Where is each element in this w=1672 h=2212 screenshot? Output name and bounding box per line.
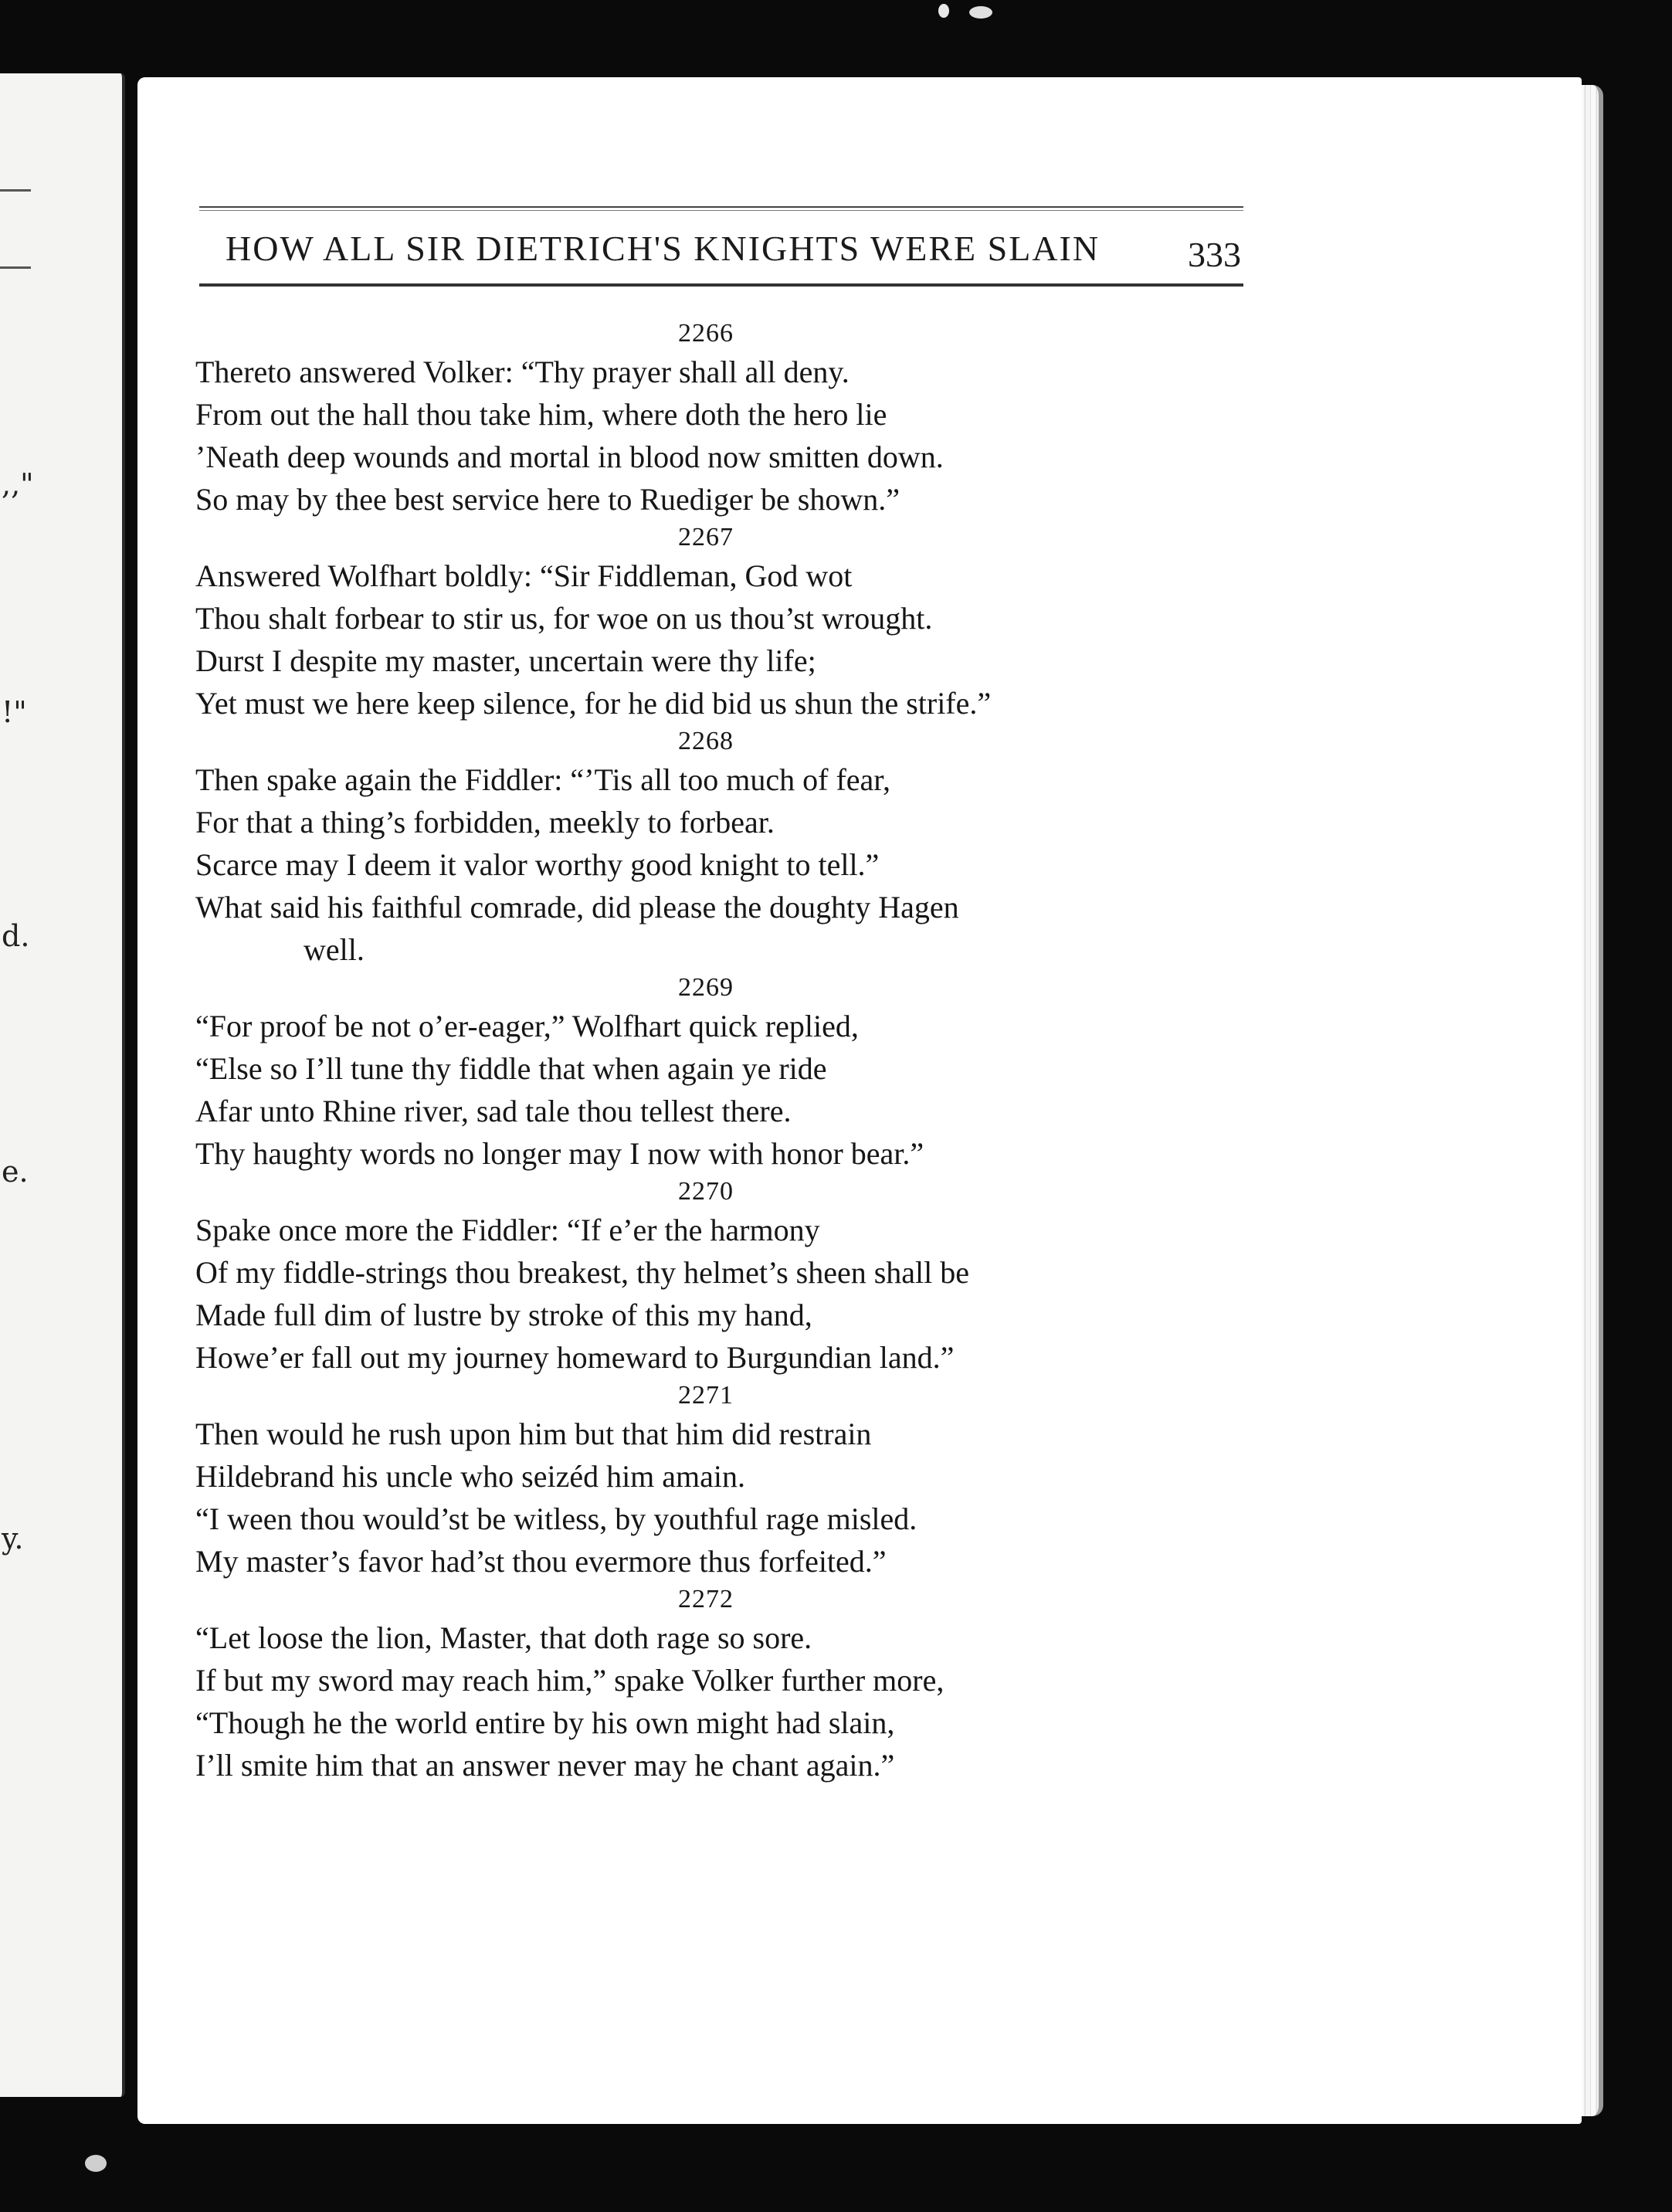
verse-line: “Though he the world entire by his own might had slain,: [195, 1705, 895, 1740]
left-page-fragment: y.: [2, 1522, 24, 1556]
verse-line: What said his faithful comrade, did please the doughty Hagen: [195, 890, 959, 924]
verse-line: “Else so I’ll tune thy fiddle that when again ye ride: [195, 1051, 827, 1086]
verse-line: I’ll smite him that an answer never may he chant again.”: [195, 1748, 895, 1783]
left-page-fragment: !": [2, 695, 27, 729]
left-page-rule: [0, 189, 31, 192]
left-page-fragment: d.: [2, 919, 30, 953]
verse-line: Hildebrand his uncle who seizéd him amain.: [195, 1459, 746, 1494]
left-page-rule: [0, 266, 31, 269]
verse-line: Thereto answered Volker: “Thy prayer shall all deny.: [195, 355, 850, 389]
page-number: 333: [1188, 235, 1241, 274]
scan-speck: [969, 6, 992, 19]
stanza-number: 2271: [678, 1381, 734, 1410]
left-page-fragment: ,,": [2, 467, 34, 501]
header-rule-top: [199, 206, 1243, 211]
verse-line: Thou shalt forbear to stir us, for woe on us thou’st wrought.: [195, 601, 933, 636]
verse-line: Afar unto Rhine river, sad tale thou tellest there.: [195, 1094, 792, 1128]
verse-line: If but my sword may reach him,” spake Volker further more,: [195, 1663, 945, 1698]
verse-line: Scarce may I deem it valor worthy good knight to tell.”: [195, 847, 880, 882]
verse-line: Answered Wolfhart boldly: “Sir Fiddleman, God wot: [195, 558, 853, 593]
verse-line: So may by thee best service here to Ruediger be shown.”: [195, 482, 900, 517]
stanza-number: 2267: [678, 523, 734, 551]
stanza-number: 2272: [678, 1585, 734, 1613]
stanza-number: 2268: [678, 727, 734, 755]
verse-line: Of my fiddle-strings thou breakest, thy helmet’s sheen shall be: [195, 1255, 970, 1290]
stanza-number: 2270: [678, 1177, 734, 1206]
verse-line: Durst I despite my master, uncertain were thy life;: [195, 643, 816, 678]
stanza-number: 2269: [678, 973, 734, 1002]
verse-line: My master’s favor had’st thou evermore thus forfeited.”: [195, 1544, 887, 1579]
verse-line: “I ween thou would’st be witless, by youthful rage misled.: [195, 1501, 917, 1536]
verse-line: Spake once more the Fiddler: “If e’er the harmony: [195, 1213, 820, 1247]
verse-line: Thy haughty words no longer may I now with honor bear.”: [195, 1136, 924, 1171]
poem-text: [195, 317, 1277, 1786]
verse-line: “Let loose the lion, Master, that doth rage so sore.: [195, 1620, 812, 1655]
left-page-fragment: e.: [2, 1155, 29, 1189]
stanza-number: 2266: [678, 319, 734, 348]
verse-line: ’Neath deep wounds and mortal in blood now smitten down.: [195, 439, 944, 474]
verse-line: Yet must we here keep silence, for he did bid us shun the strife.”: [195, 686, 992, 721]
verse-line-continuation: well.: [304, 932, 365, 967]
scan-speck: [85, 2155, 107, 2172]
header-rule-bottom: [199, 283, 1243, 287]
verse-line: Then spake again the Fiddler: “’Tis all too much of fear,: [195, 762, 891, 797]
verse-line: Howe’er fall out my journey homeward to Burgundian land.”: [195, 1340, 955, 1375]
running-head: HOW ALL SIR DIETRICH'S KNIGHTS WERE SLAIN: [226, 229, 1101, 268]
verse-line: For that a thing’s forbidden, meekly to forbear.: [195, 805, 775, 840]
verse-line: Then would he rush upon him but that him did restrain: [195, 1416, 872, 1451]
previous-page-edge: [0, 73, 125, 2097]
verse-line: From out the hall thou take him, where doth the hero lie: [195, 397, 887, 432]
verse-line: “For proof be not o’er-eager,” Wolfhart quick replied,: [195, 1009, 859, 1043]
verse-line: Made full dim of lustre by stroke of this my hand,: [195, 1298, 812, 1332]
scan-speck: [938, 4, 949, 18]
